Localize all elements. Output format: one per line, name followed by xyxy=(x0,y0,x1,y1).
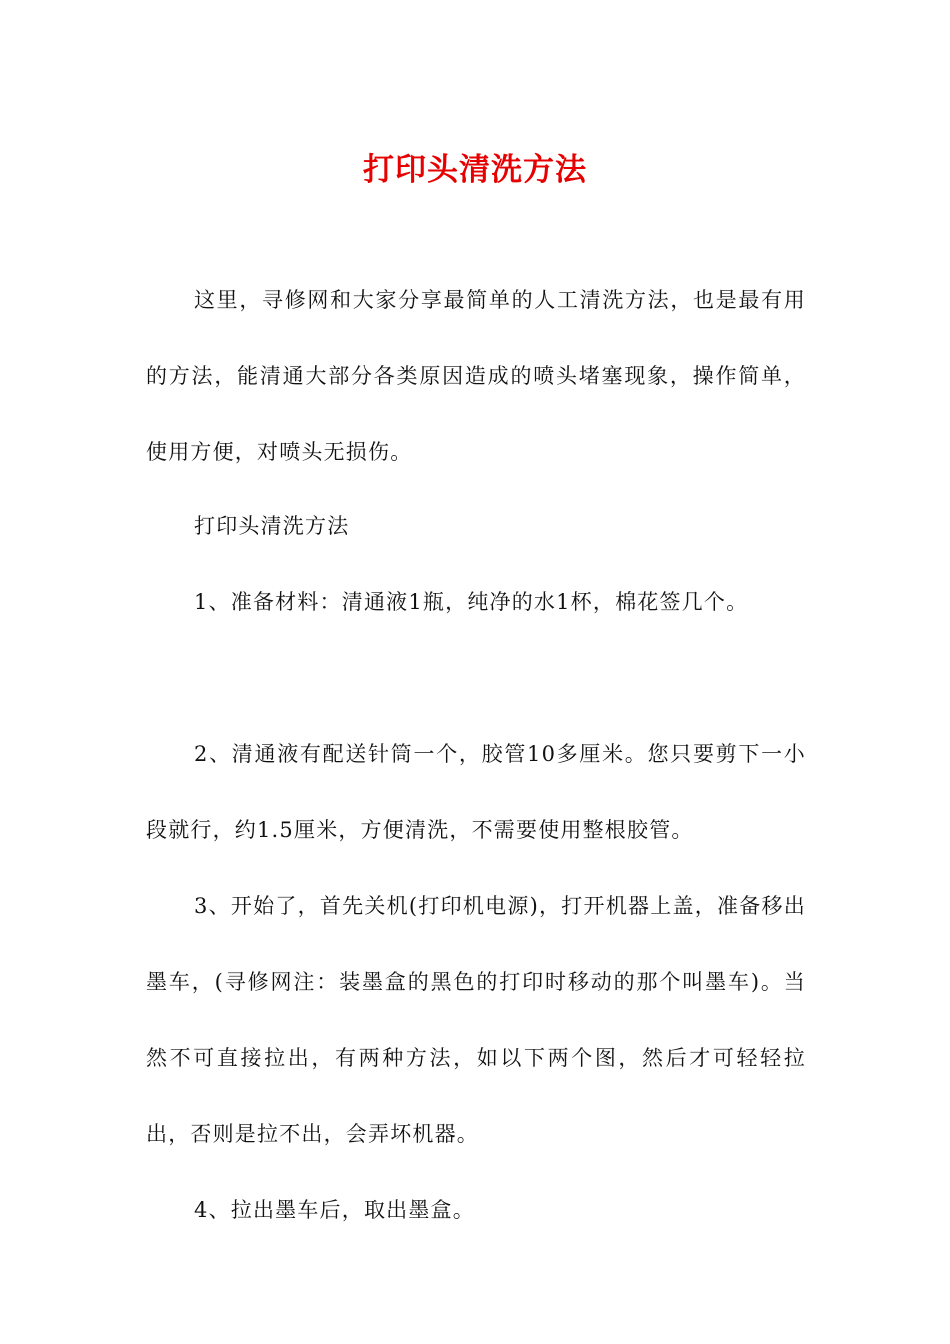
step-1-text: 1、准备材料：清通液1瓶，纯净的水1杯，棉花签几个。 xyxy=(194,590,749,614)
paragraph-text: 这里，寻修网和大家分享最简单的人工清洗方法，也是最有用的方法，能清通大部分各类原因造成的喷头堵塞现象，操作简单，使用方便，对喷头无损伤。 xyxy=(146,288,806,464)
page-title: 打印头清洗方法 xyxy=(363,152,587,188)
step-2 xyxy=(146,716,806,868)
paragraph-intro xyxy=(146,262,806,490)
step-2-text: 2、清通液有配送针筒一个，胶管10多厘米。您只要剪下一小段就行，约1.5厘米，方便清洗，不需要使用整根胶管。 xyxy=(146,742,806,842)
step-1 xyxy=(146,564,806,640)
step-3 xyxy=(146,868,806,1172)
step-3-text: 3、开始了，首先关机(打印机电源)，打开机器上盖，准备移出墨车，(寻修网注：装墨盒的黑色的打印时移动的那个叫墨车)。当然不可直接拉出，有两种方法，如以下两个图，然后才可轻轻拉出，否则是拉不出，会弄坏机器。 xyxy=(146,894,806,1146)
section-heading xyxy=(146,488,806,564)
section-heading-text: 打印头清洗方法 xyxy=(194,514,350,538)
step-4 xyxy=(146,1172,806,1248)
step-4-text: 4、拉出墨车后，取出墨盒。 xyxy=(194,1198,475,1222)
